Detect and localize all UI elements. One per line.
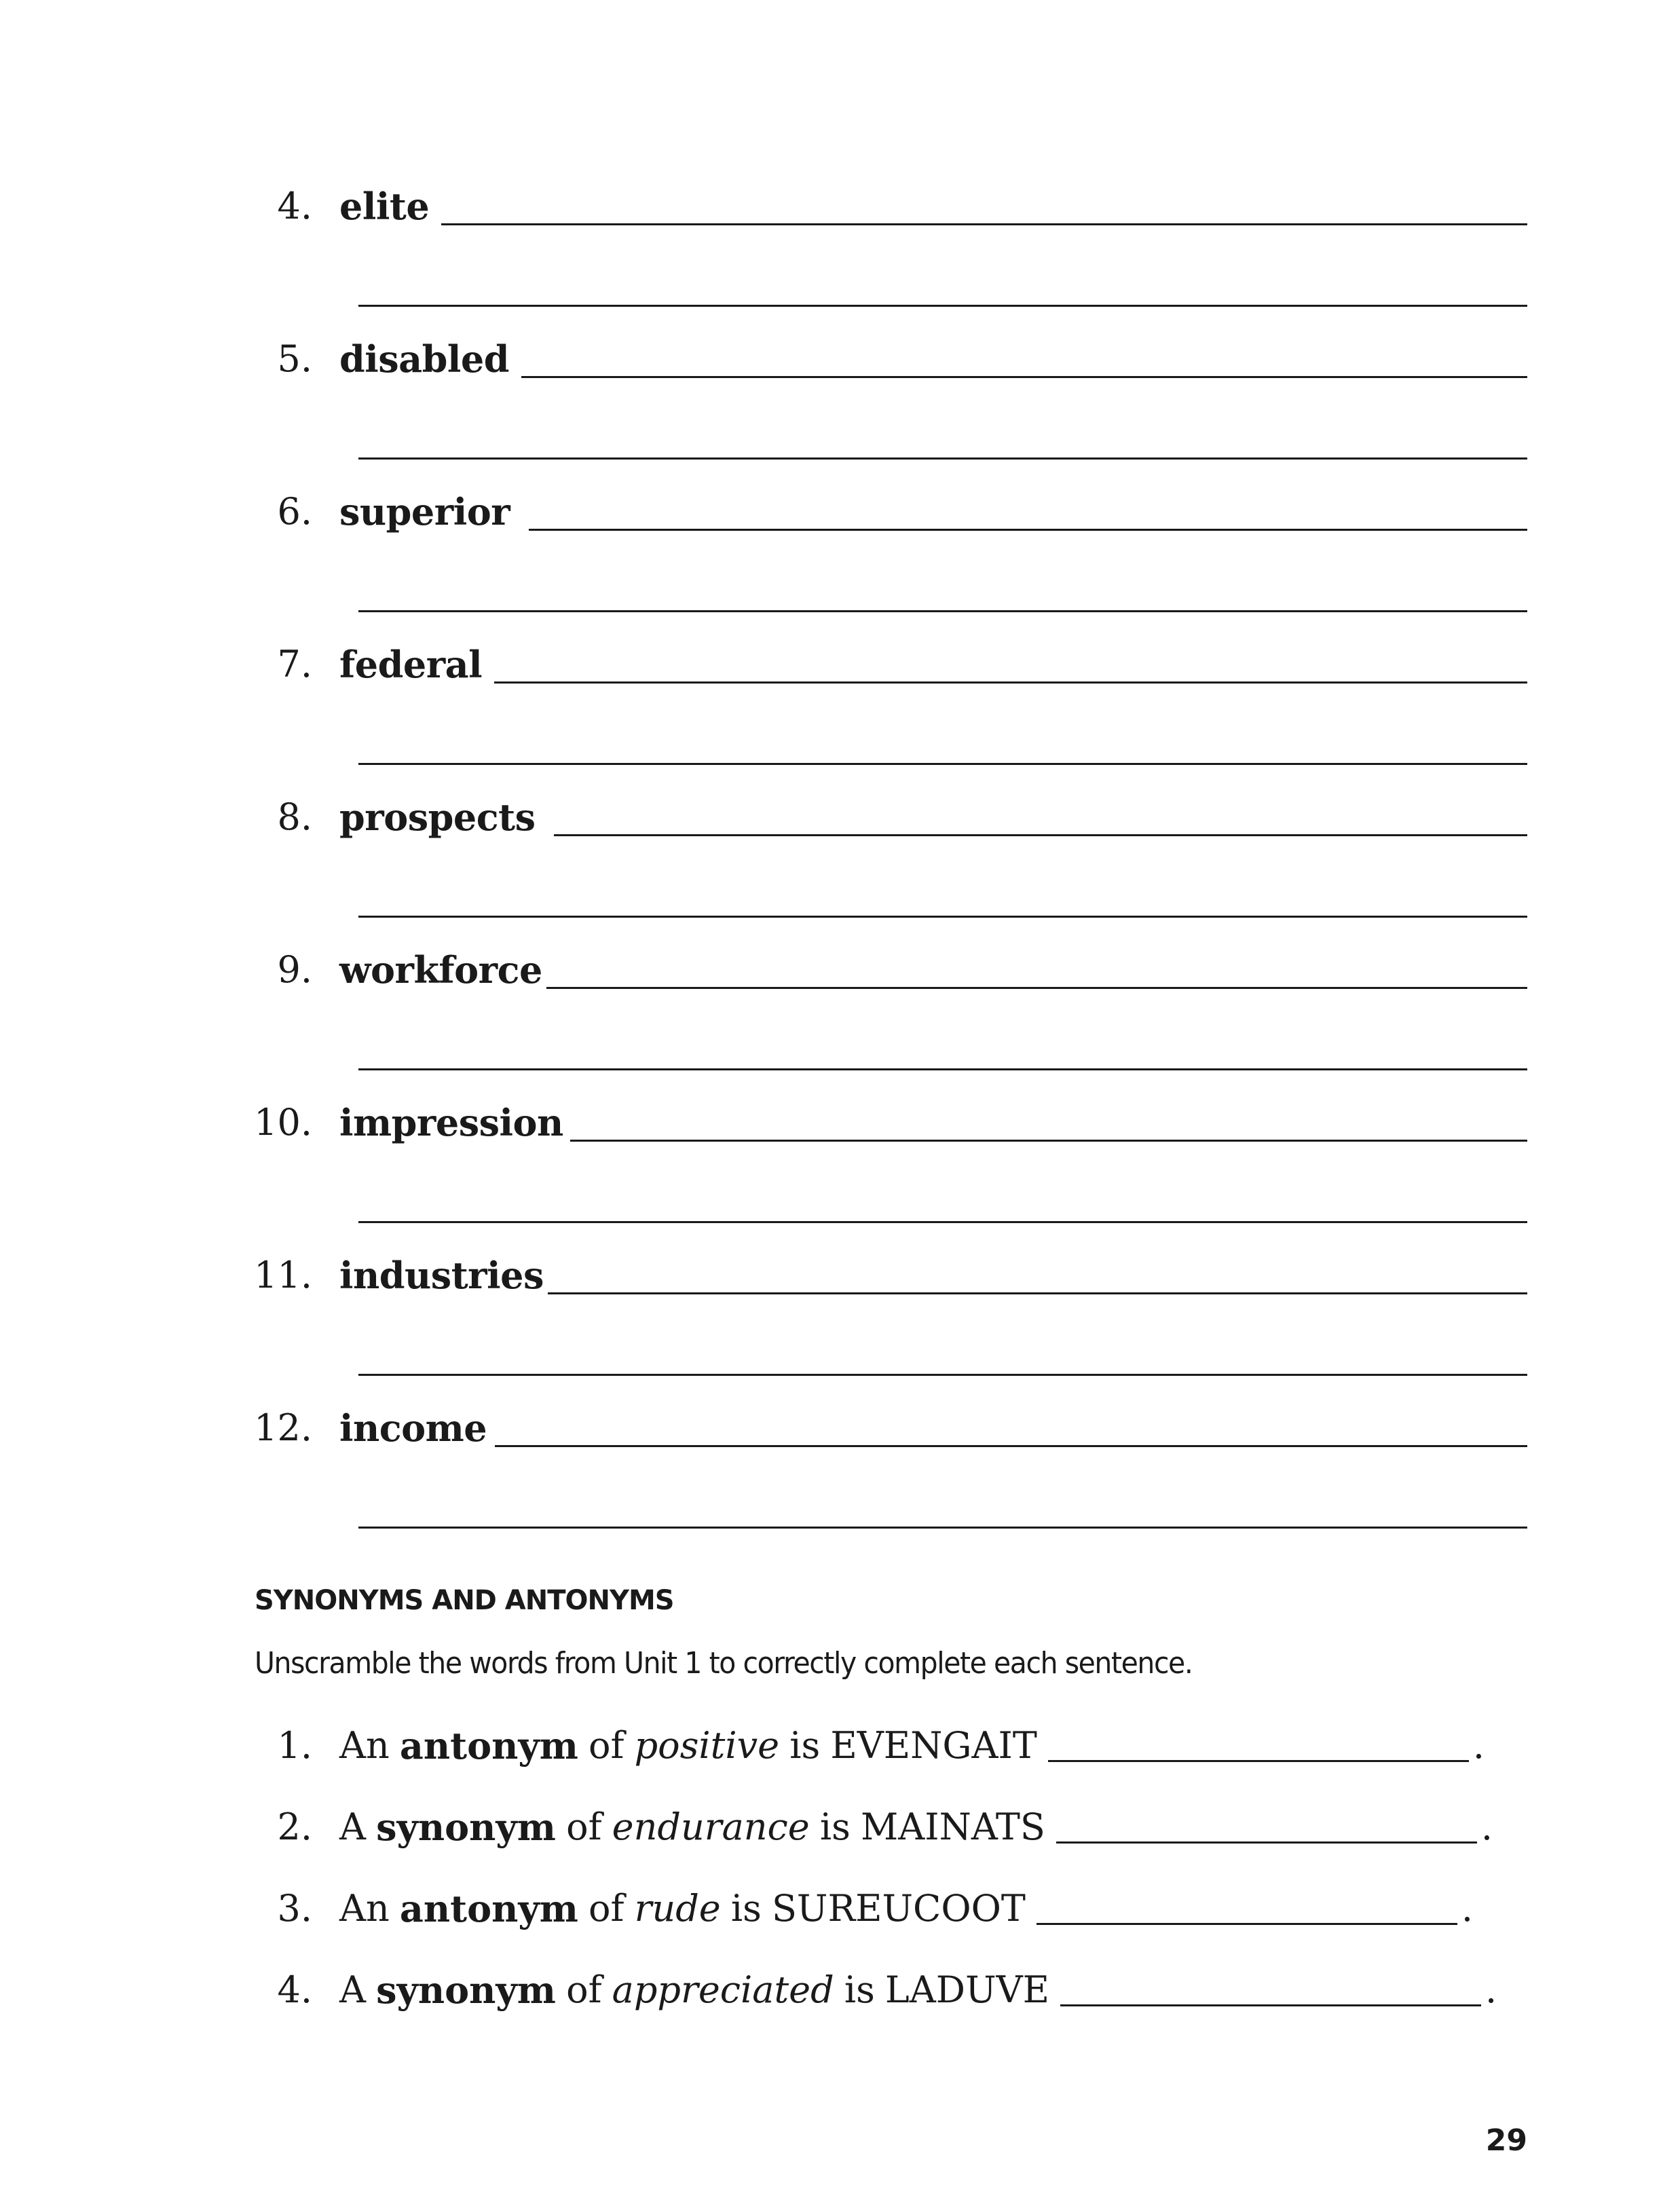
answer-line[interactable] [548, 1292, 1527, 1294]
page-number: 29 [1485, 2123, 1527, 2158]
vocab-item-4 [0, 185, 1680, 320]
sentence-4 [0, 1968, 1680, 2016]
period: . [1480, 1806, 1493, 1848]
item-number: 12. [254, 1406, 312, 1449]
term-word: endurance [612, 1806, 810, 1848]
of-word: of [566, 1806, 602, 1848]
term-word: appreciated [612, 1968, 834, 2011]
item-number: 4. [277, 185, 312, 227]
relation-word: synonym [376, 1806, 556, 1849]
sentence-text [339, 1806, 1493, 1849]
item-number: 3. [277, 1887, 312, 1930]
answer-blank[interactable] [1060, 2004, 1481, 2006]
answer-blank[interactable] [1048, 1760, 1469, 1762]
answer-line[interactable] [570, 1140, 1527, 1142]
answer-line[interactable] [358, 305, 1527, 307]
vocab-word: elite [339, 185, 430, 228]
vocab-word: superior [339, 490, 510, 534]
answer-line[interactable] [441, 223, 1527, 225]
answer-blank[interactable] [1037, 1923, 1457, 1925]
scrambled-word: EVENGAIT [830, 1724, 1037, 1767]
item-number: 5. [277, 337, 312, 380]
period: . [1461, 1887, 1474, 1930]
is-word: is [789, 1724, 821, 1767]
item-number: 8. [277, 796, 312, 838]
item-number: 4. [277, 1968, 312, 2011]
vocab-word: workforce [339, 948, 542, 992]
relation-word: synonym [376, 1968, 556, 2012]
is-word: is [730, 1887, 762, 1930]
item-number: 10. [254, 1101, 312, 1144]
answer-line[interactable] [494, 681, 1527, 684]
sentence-2 [0, 1806, 1680, 1853]
relation-word: antonym [399, 1724, 578, 1767]
answer-line[interactable] [358, 763, 1527, 765]
section-title: SYNONYMS AND ANTONYMS [255, 1585, 674, 1616]
answer-line[interactable] [554, 834, 1527, 836]
answer-line[interactable] [495, 1445, 1527, 1447]
period: . [1472, 1724, 1485, 1767]
scrambled-word: LADUVE [884, 1968, 1049, 2011]
answer-line[interactable] [358, 1221, 1527, 1223]
article: An [339, 1724, 390, 1767]
vocab-item-7 [0, 643, 1680, 779]
relation-word: antonym [399, 1887, 578, 1930]
answer-line[interactable] [358, 610, 1527, 612]
answer-line[interactable] [358, 916, 1527, 918]
vocab-word: prospects [339, 796, 536, 839]
vocab-word: federal [339, 643, 483, 686]
item-number: 11. [254, 1254, 312, 1296]
sentence-3 [0, 1887, 1680, 1934]
answer-line[interactable] [358, 1527, 1527, 1529]
vocab-word: impression [339, 1101, 563, 1144]
term-word: positive [634, 1724, 780, 1767]
sentence-1 [0, 1724, 1680, 1772]
answer-line[interactable] [358, 1068, 1527, 1070]
sentence-text [339, 1724, 1485, 1767]
item-number: 2. [277, 1806, 312, 1848]
of-word: of [566, 1968, 602, 2011]
is-word: is [819, 1806, 851, 1848]
section-instructions: Unscramble the words from Unit 1 to correctly complete each sentence. [255, 1646, 1193, 1681]
of-word: of [589, 1724, 624, 1767]
article: A [339, 1968, 366, 2011]
vocab-word: industries [339, 1254, 544, 1297]
item-number: 9. [277, 948, 312, 991]
item-number: 6. [277, 490, 312, 533]
is-word: is [844, 1968, 875, 2011]
vocab-item-6 [0, 490, 1680, 626]
scrambled-word: SUREUCOOT [771, 1887, 1026, 1930]
item-number: 1. [277, 1724, 312, 1767]
period: . [1485, 1968, 1497, 2011]
answer-line[interactable] [529, 529, 1527, 531]
vocab-item-11 [0, 1254, 1680, 1389]
article: A [339, 1806, 366, 1848]
article: An [339, 1887, 390, 1930]
vocab-item-8 [0, 796, 1680, 931]
answer-line[interactable] [546, 987, 1527, 989]
term-word: rude [634, 1887, 721, 1930]
of-word: of [589, 1887, 624, 1930]
vocab-word: income [339, 1406, 487, 1450]
vocab-item-10 [0, 1101, 1680, 1237]
answer-line[interactable] [358, 1374, 1527, 1376]
vocab-item-12 [0, 1406, 1680, 1542]
scrambled-word: MAINATS [860, 1806, 1045, 1848]
answer-blank[interactable] [1056, 1841, 1477, 1844]
answer-line[interactable] [358, 457, 1527, 460]
sentence-text [339, 1887, 1473, 1930]
sentence-text [339, 1968, 1497, 2012]
vocab-word: disabled [339, 337, 510, 381]
answer-line[interactable] [521, 376, 1527, 378]
vocab-item-5 [0, 337, 1680, 473]
item-number: 7. [277, 643, 312, 686]
vocab-item-9 [0, 948, 1680, 1084]
